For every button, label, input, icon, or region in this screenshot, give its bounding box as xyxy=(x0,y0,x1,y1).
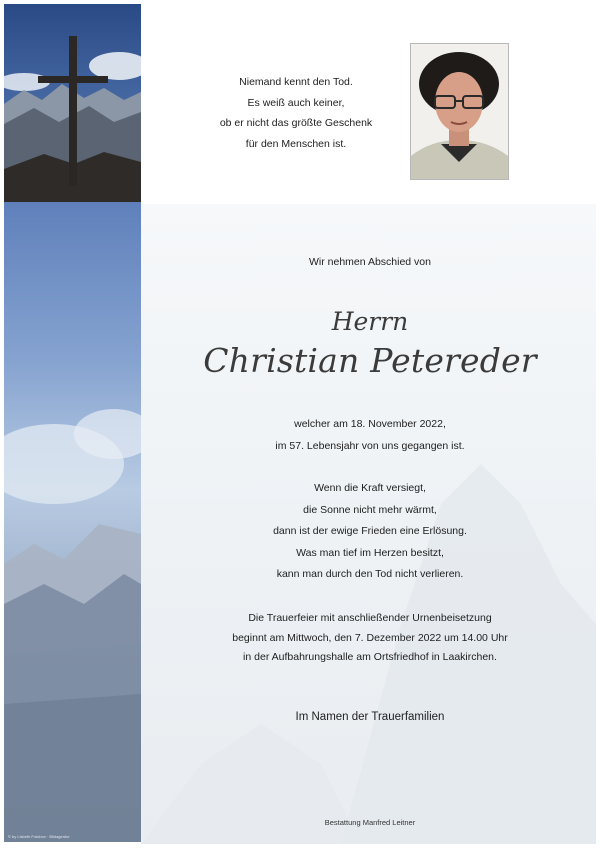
opening-quote xyxy=(196,72,396,154)
deceased-salutation: Herrn xyxy=(331,307,409,336)
death-detail-line: im 57. Lebensjahr von uns gegangen ist. xyxy=(275,439,465,452)
death-details xyxy=(170,414,570,457)
death-detail-line: welcher am 18. November 2022, xyxy=(294,418,446,430)
ceremony-line: in der Aufbahrungshalle am Ortsfriedhof in Laakirchen. xyxy=(243,651,497,663)
ceremony-line: beginnt am Mittwoch, den 7. Dezember 2022 um 14.00 Uhr xyxy=(232,631,508,644)
quote-line: ob er nicht das größte Geschenk xyxy=(219,117,373,129)
ceremony-line: Die Trauerfeier mit anschließender Urnenbeisetzung xyxy=(248,612,492,624)
funeral-home: Bestattung Manfred Leitner xyxy=(324,818,416,827)
poem-line: die Sonne nicht mehr wärmt, xyxy=(303,503,437,516)
photo-credit: © by Lisbeth Fotobox · Bildagentur xyxy=(8,834,70,839)
quote-line: Es weiß auch keiner, xyxy=(247,96,345,109)
poem-line: dann ist der ewige Frieden eine Erlösung. xyxy=(273,525,467,537)
memorial-poem xyxy=(170,478,570,586)
mountain-cross-photo-strip xyxy=(4,4,141,842)
poem-line: Wenn die Kraft versiegt, xyxy=(314,482,426,494)
poem-line: Was man tief im Herzen besitzt, xyxy=(296,546,444,559)
quote-line: Niemand kennt den Tod. xyxy=(239,76,353,88)
quote-line: für den Menschen ist. xyxy=(245,137,347,150)
poem-line: kann man durch den Tod nicht verlieren. xyxy=(276,568,464,580)
deceased-portrait xyxy=(410,43,509,180)
farewell-intro: Wir nehmen Abschied von xyxy=(309,256,431,268)
ceremony-details xyxy=(170,609,570,668)
deceased-name: Christian Petereder xyxy=(203,341,537,380)
family-signature: Im Namen der Trauerfamilien xyxy=(295,711,445,723)
